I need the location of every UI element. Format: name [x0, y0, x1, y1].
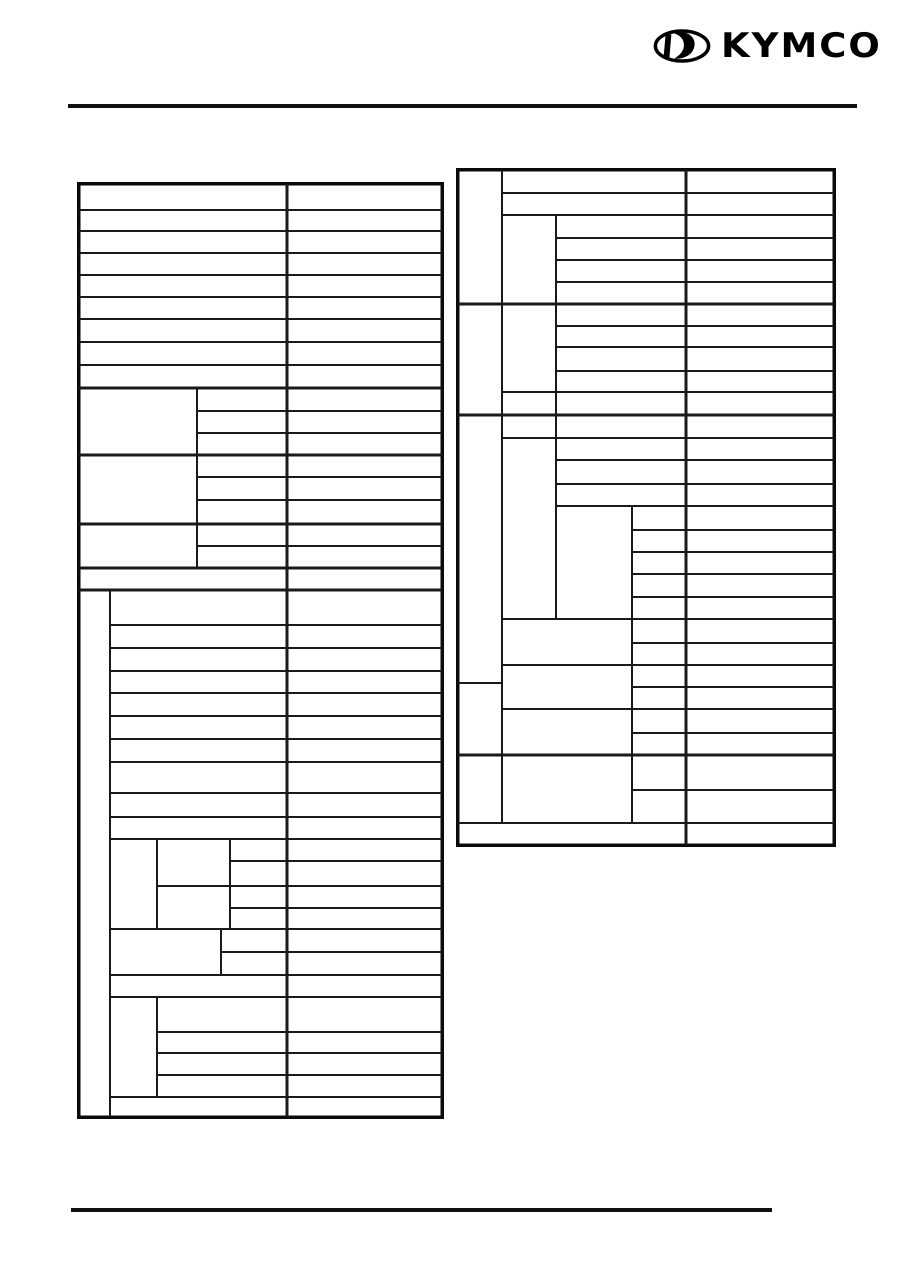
kymco-logo [652, 27, 882, 64]
header-divider-rule [68, 104, 857, 108]
footer-divider-rule [71, 1208, 772, 1212]
brand-wordmark: KYMCO [721, 25, 882, 66]
kymco-emblem-icon [652, 28, 712, 64]
left-spec-table [77, 182, 444, 1119]
right-spec-table [456, 168, 836, 847]
